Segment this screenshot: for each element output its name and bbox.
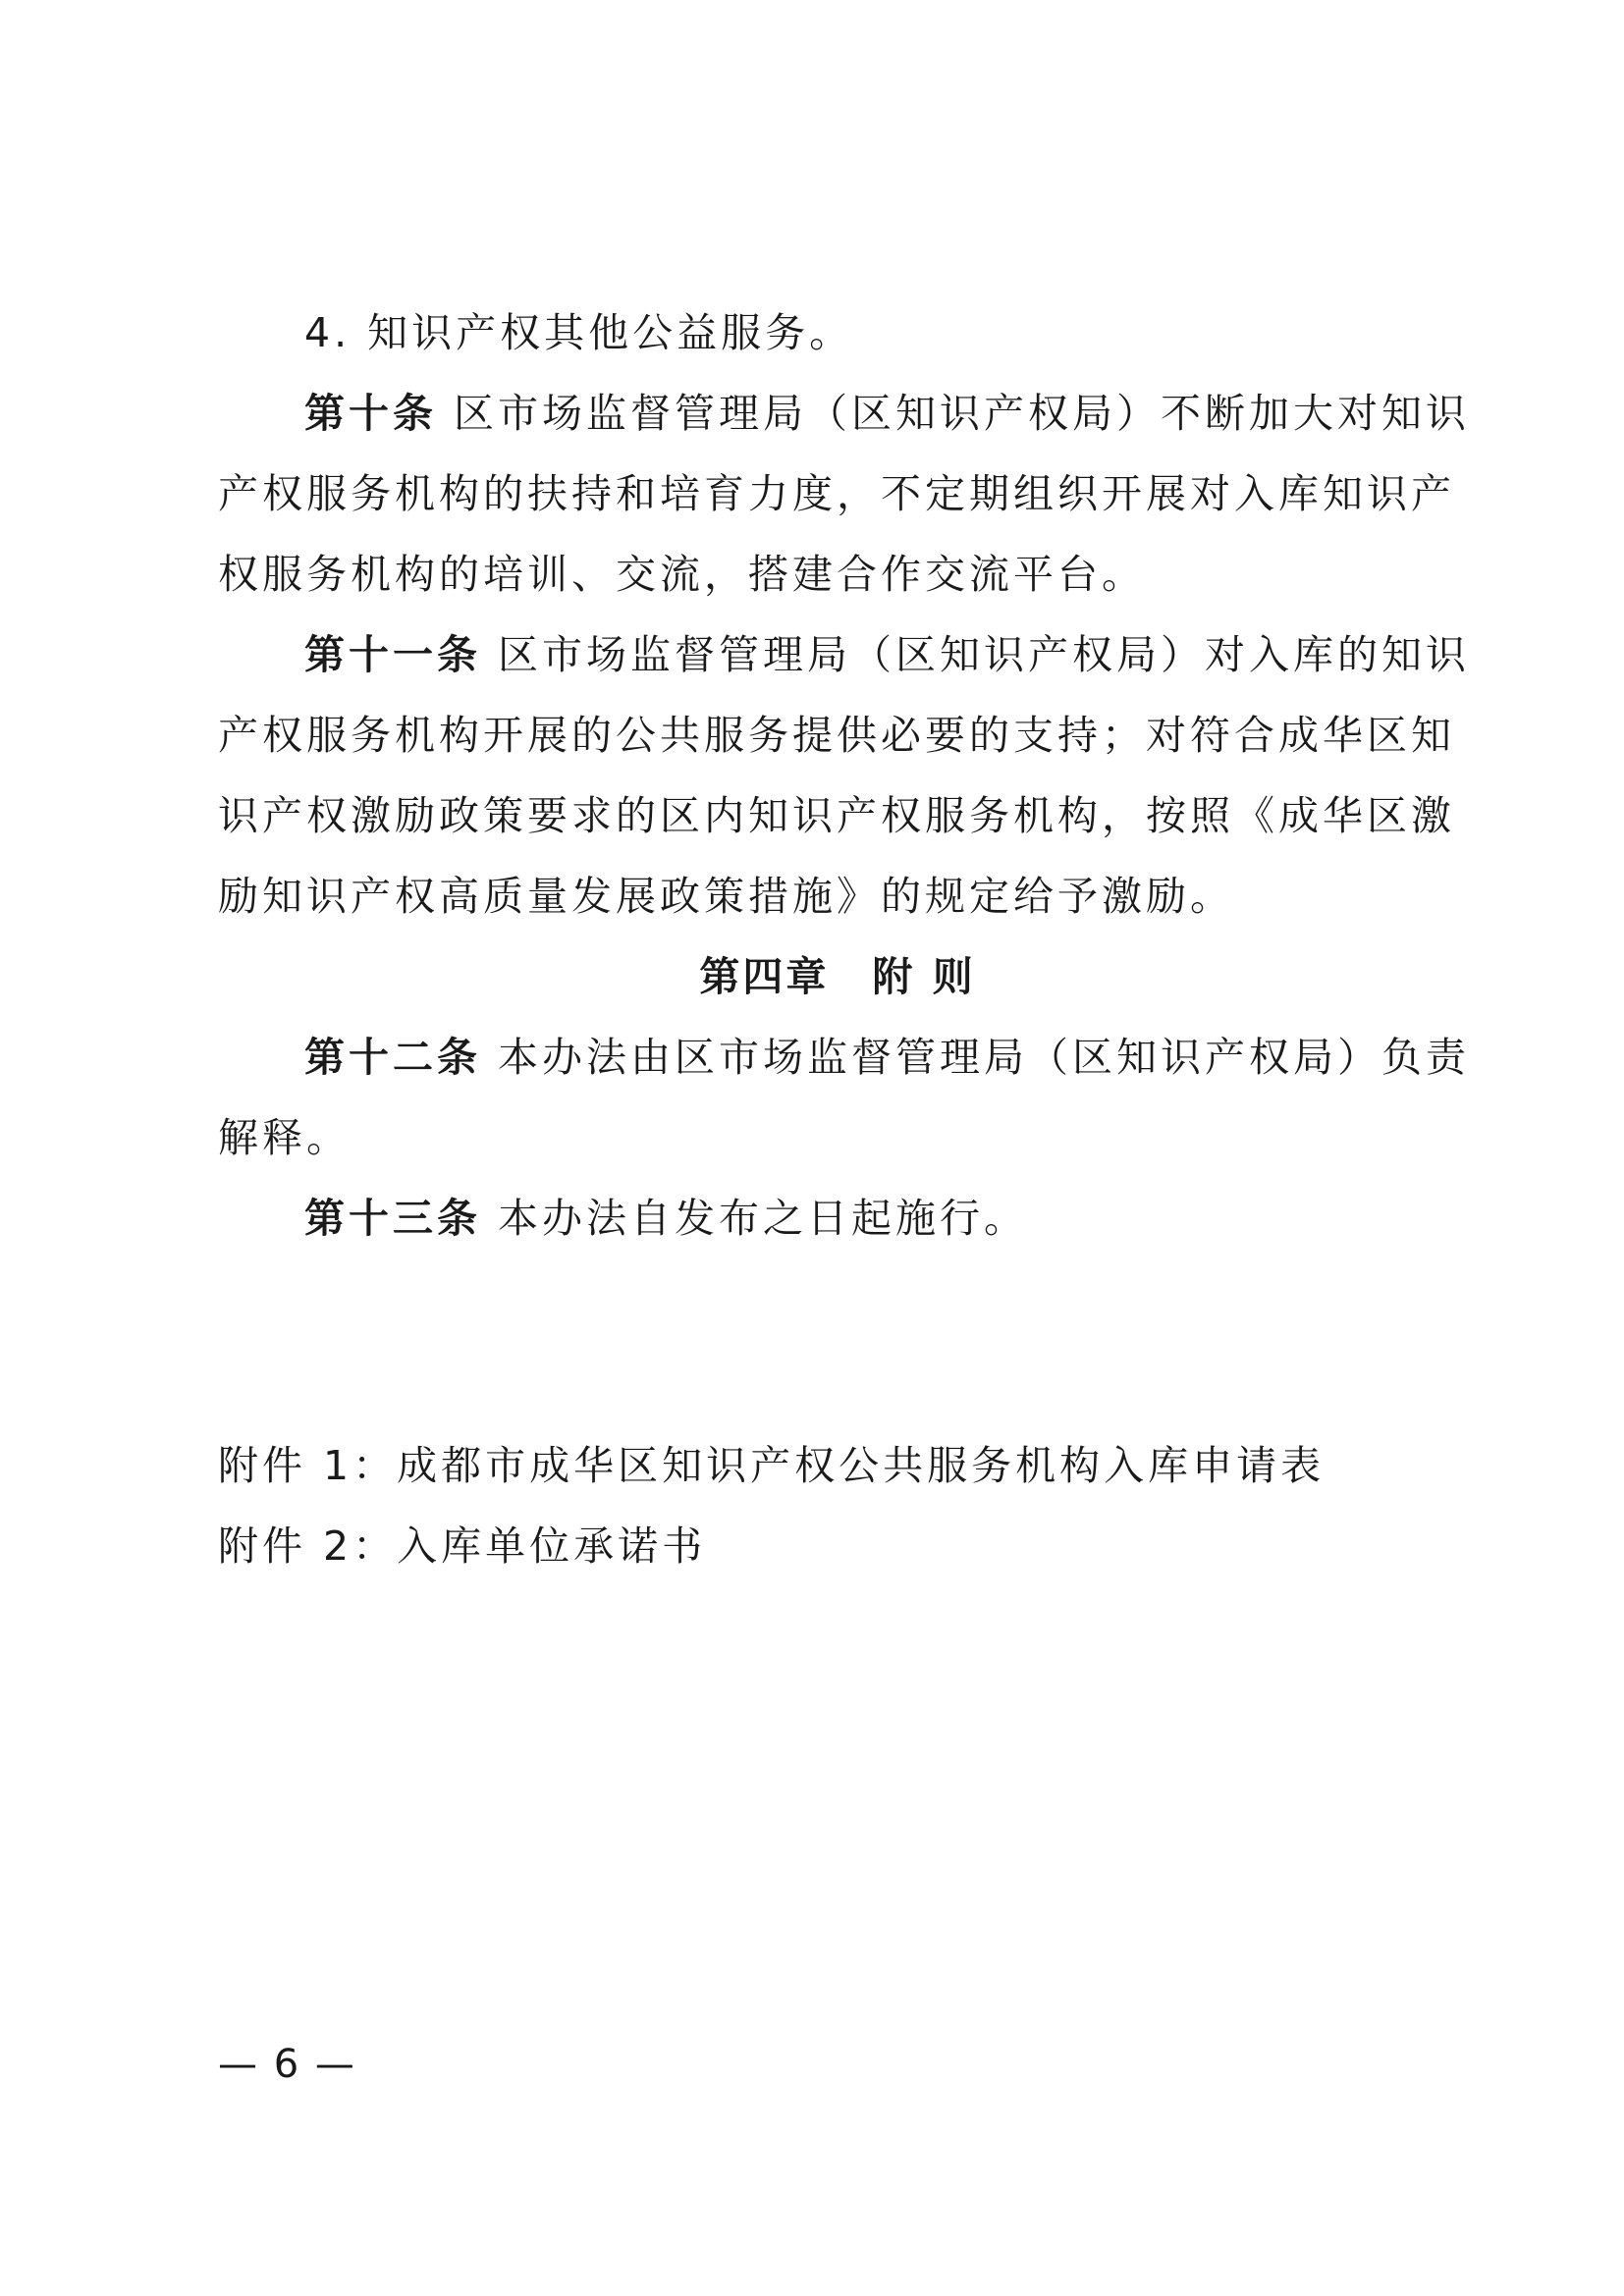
article-12-heading: 第十二条 bbox=[304, 1034, 481, 1081]
article-11-line-2: 产权服务机构开展的公共服务提供必要的支持；对符合成华区知 bbox=[218, 712, 1455, 759]
article-10-line-1: 第十条 区市场监督管理局（区知识产权局）不断加大对知识 bbox=[304, 390, 1471, 437]
chapter-4-title: 第四章 附 则 bbox=[699, 953, 976, 1000]
attachment-1: 附件 1：成都市成华区知识产权公共服务机构入库申请表 bbox=[218, 1442, 1326, 1489]
article-13-heading: 第十三条 bbox=[304, 1195, 481, 1242]
article-11-line-4: 励知识产权高质量发展政策措施》的规定给予激励。 bbox=[218, 873, 1234, 920]
article-11-line-3: 识产权激励政策要求的区内知识产权服务机构，按照《成华区激 bbox=[218, 792, 1455, 839]
article-11-heading: 第十一条 bbox=[304, 631, 481, 678]
item-4: 4. 知识产权其他公益服务。 bbox=[304, 309, 854, 356]
article-10-line-2: 产权服务机构的扶持和培育力度，不定期组织开展对入库知识产 bbox=[218, 470, 1455, 517]
article-11-line-1: 第十一条 区市场监督管理局（区知识产权局）对入库的知识 bbox=[304, 631, 1471, 678]
article-10-heading: 第十条 bbox=[304, 390, 437, 437]
article-13: 第十三条 本办法自发布之日起施行。 bbox=[304, 1195, 1029, 1242]
section-spacer bbox=[218, 1258, 1428, 1425]
article-12-line-1: 第十二条 本办法由区市场监督管理局（区知识产权局）负责 bbox=[304, 1034, 1471, 1081]
article-12-line-2: 解释。 bbox=[218, 1114, 351, 1161]
article-10-line-3: 权服务机构的培训、交流，搭建合作交流平台。 bbox=[218, 551, 1146, 598]
attachment-2: 附件 2：入库单位承诺书 bbox=[218, 1522, 707, 1570]
page-number: — 6 — bbox=[218, 2042, 356, 2087]
document-body bbox=[218, 293, 1471, 1586]
